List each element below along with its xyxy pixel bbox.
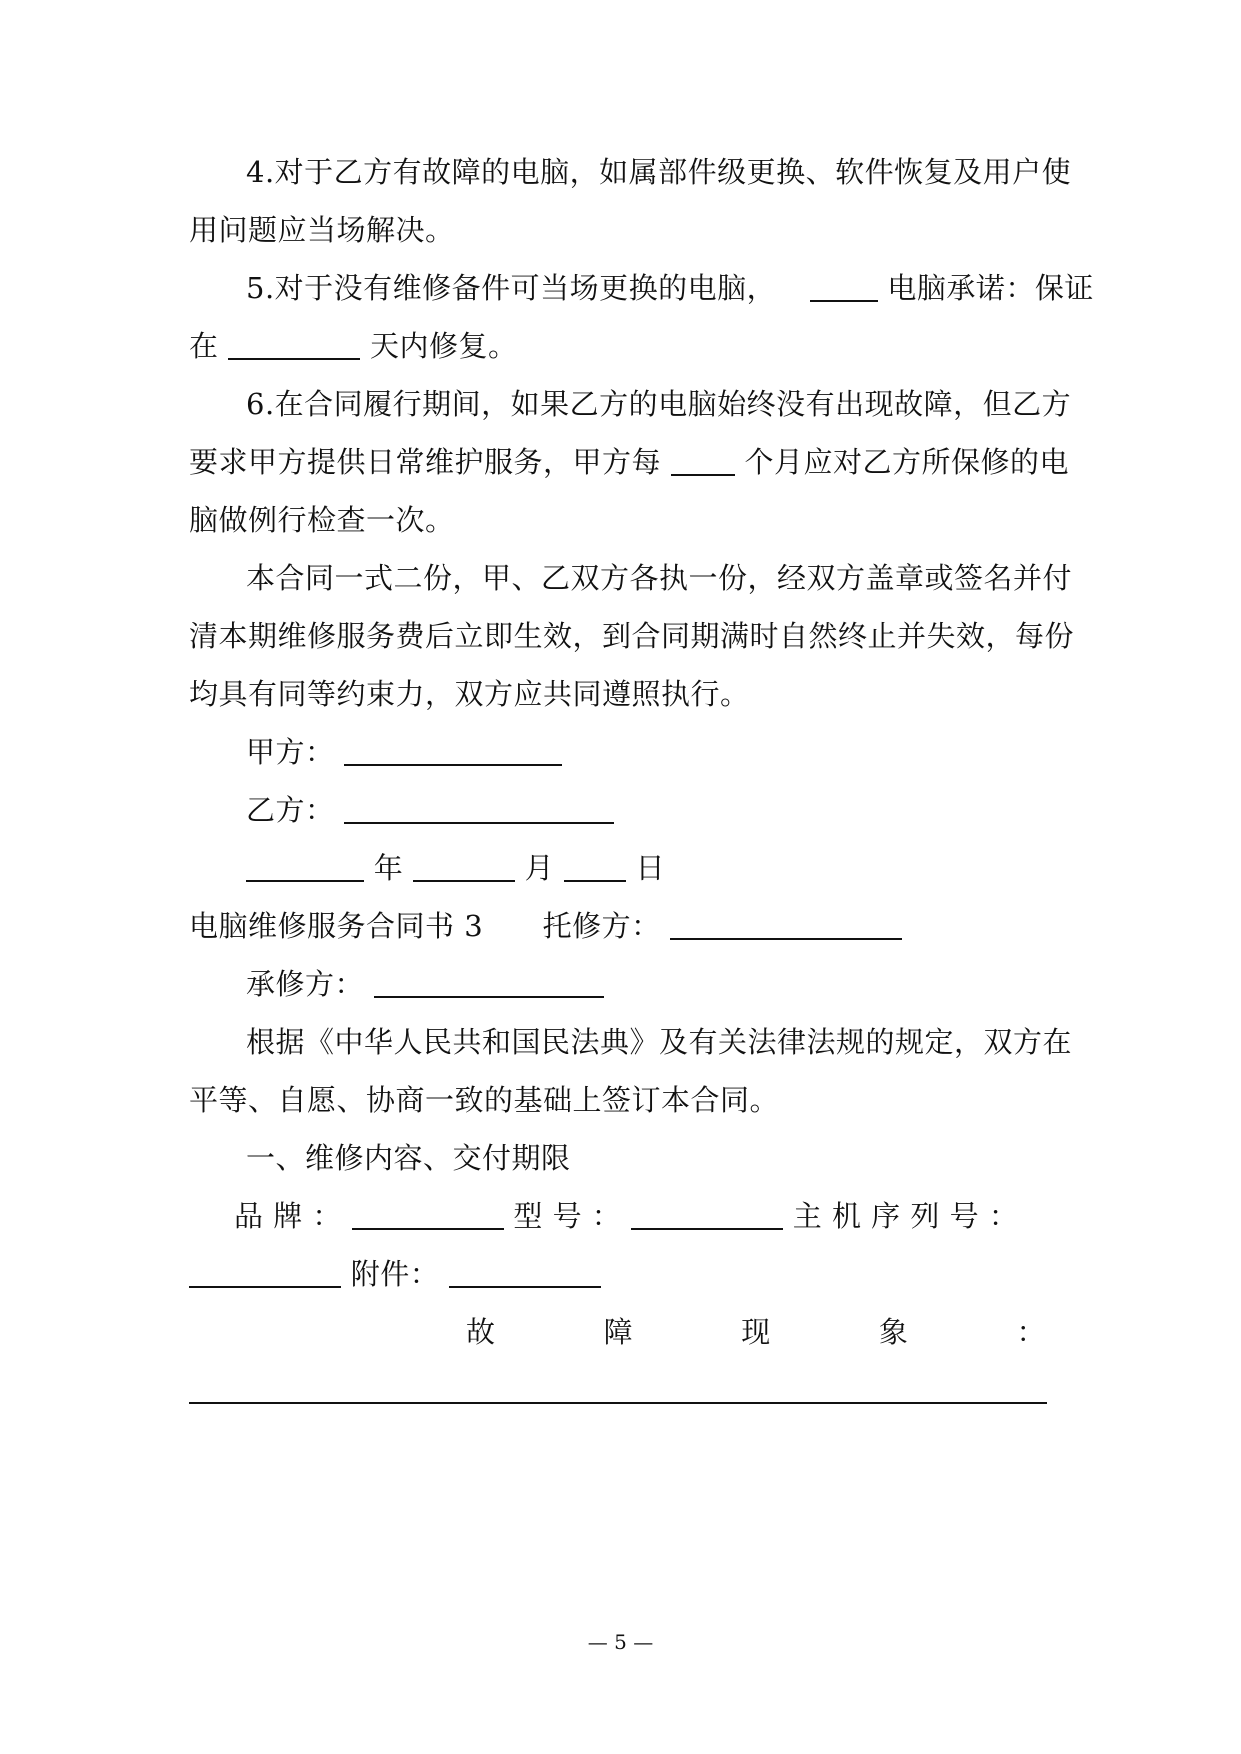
fault-label-line (466, 1312, 1046, 1352)
signature-line-party-a (246, 732, 1116, 772)
year-label: 年 (373, 851, 404, 885)
paragraph-line (189, 326, 1059, 366)
fault-field[interactable] (189, 1372, 1047, 1404)
contract-title: 电脑维修服务合同书 3 (189, 909, 484, 943)
attachment-field[interactable] (449, 1256, 601, 1288)
blank-field[interactable] (228, 328, 360, 360)
label: 甲方： (246, 735, 335, 769)
label: 乙方： (246, 793, 335, 827)
paragraph-line (246, 152, 1116, 192)
paragraph-line (189, 1080, 1059, 1120)
text: 天内修复。 (369, 329, 518, 363)
page-number: — 5 — (587, 1630, 654, 1654)
month-field[interactable] (413, 850, 515, 882)
text: 清本期维修服务费后立即生效，到合同期满时自然终止并失效，每份 (189, 619, 1075, 653)
text: 本合同一式二份，甲、乙双方各执一份，经双方盖章或签名并付 (246, 561, 1073, 595)
paragraph-line (246, 268, 1116, 308)
device-info-line (189, 1254, 1059, 1294)
char: 象 (878, 1315, 909, 1349)
blank-field[interactable] (810, 270, 878, 302)
day-label: 日 (635, 851, 666, 885)
char: ： (1016, 1315, 1046, 1349)
label: 主 机 序 列 号 ： (792, 1199, 1019, 1233)
text: 要求甲方提供日常维护服务，甲方每 (189, 445, 662, 479)
contractor-line (246, 964, 1116, 1004)
label: 承修方： (246, 967, 365, 1001)
day-field[interactable] (564, 850, 626, 882)
text: 脑做例行检查一次。 (189, 503, 455, 537)
paragraph-line (189, 674, 1059, 714)
brand-field[interactable] (352, 1198, 504, 1230)
char: 故 (466, 1315, 496, 1349)
contractor-field[interactable] (374, 966, 604, 998)
text: 电脑承诺：保证 (887, 271, 1094, 305)
signature-line-party-b (246, 790, 1116, 830)
paragraph-line (189, 500, 1059, 540)
text: 均具有同等约束力，双方应共同遵照执行。 (189, 677, 750, 711)
date-line (246, 848, 1116, 888)
party-a-field[interactable] (344, 734, 562, 766)
label: 品 牌 ： (234, 1199, 342, 1233)
paragraph-line (246, 384, 1116, 424)
text: 5.对于没有维修备件可当场更换的电脑， (246, 271, 777, 305)
label: 型 号 ： (513, 1199, 622, 1233)
paragraph-line (189, 442, 1069, 482)
text: 根据《中华人民共和国民法典》及有关法律法规的规定，双方在 (246, 1025, 1073, 1059)
year-field[interactable] (246, 850, 364, 882)
fault-description-line (189, 1370, 1059, 1410)
party-b-field[interactable] (344, 792, 614, 824)
serial-field[interactable] (189, 1256, 341, 1288)
text: 4.对于乙方有故障的电脑，如属部件级更换、软件恢复及用户使 (246, 155, 1072, 189)
text: 在 (189, 329, 219, 363)
model-field[interactable] (631, 1198, 783, 1230)
text: 个月应对乙方所保修的电 (744, 445, 1069, 479)
paragraph-line (246, 1022, 1116, 1062)
char: 障 (603, 1315, 634, 1349)
text: 6.在合同履行期间，如果乙方的电脑始终没有出现故障，但乙方 (246, 387, 1072, 421)
text: 平等、自愿、协商一致的基础上签订本合同。 (189, 1083, 780, 1117)
month-label: 月 (524, 851, 555, 885)
device-info-line (234, 1196, 1060, 1236)
contract-title-line (189, 906, 1059, 946)
label: 托修方： (542, 909, 661, 943)
blank-field[interactable] (671, 444, 735, 476)
char: 现 (741, 1315, 771, 1349)
label: 附件： (350, 1257, 440, 1291)
paragraph-line (189, 616, 1075, 656)
paragraph-line (246, 558, 1116, 598)
section-heading (246, 1138, 1116, 1178)
client-field[interactable] (670, 908, 902, 940)
text: 用问题应当场解决。 (189, 213, 455, 247)
text: 一、维修内容、交付期限 (246, 1141, 571, 1175)
paragraph-line (189, 210, 1059, 250)
